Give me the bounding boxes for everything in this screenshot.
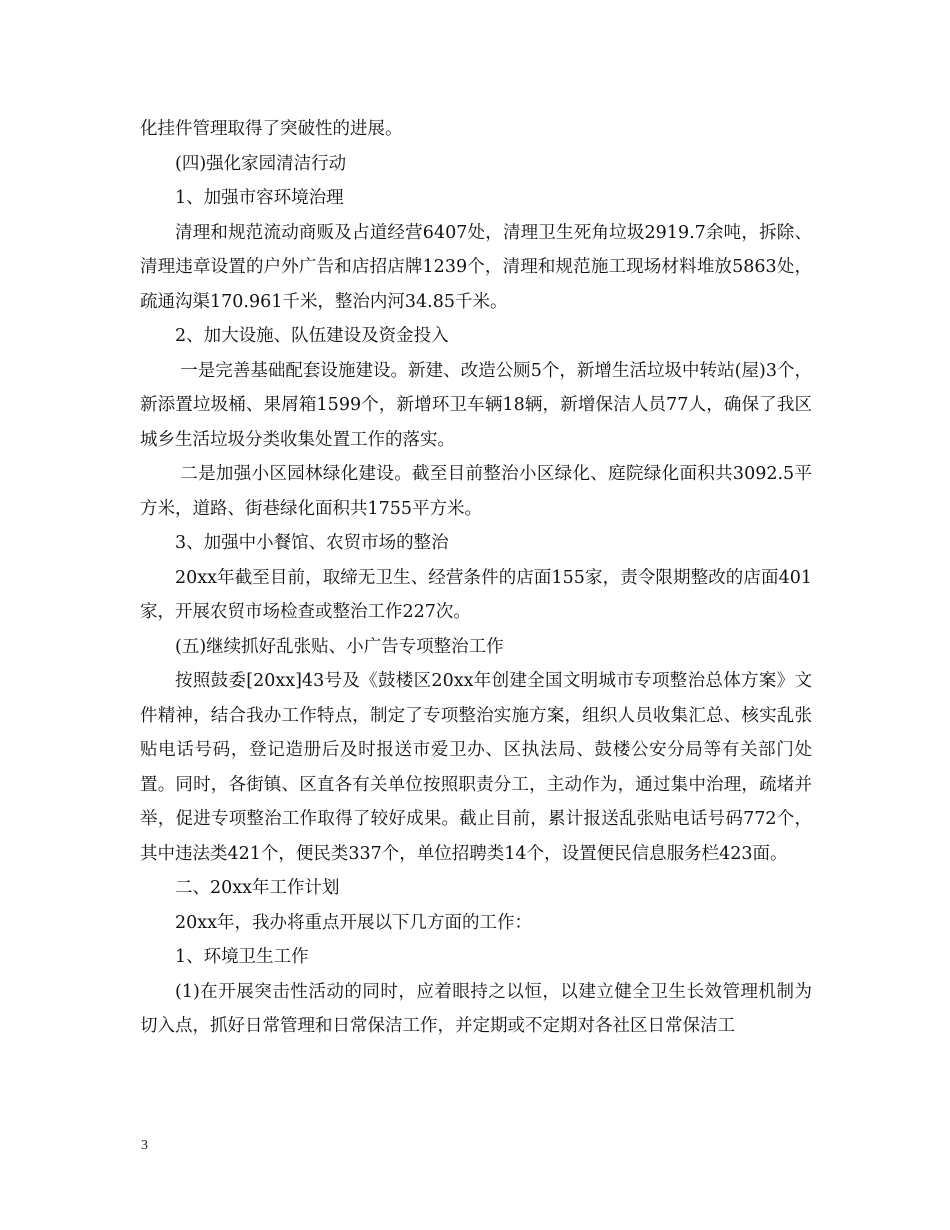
paragraph-continuation: 化挂件管理取得了突破性的进展。: [140, 119, 403, 139]
section-heading-4: (四)强化家园清洁行动: [175, 153, 347, 174]
subheading-sanitation: 1、环境卫生工作: [175, 947, 309, 967]
paragraph-restaurants: 20xx年截至目前，取缔无卫生、经营条件的店面155家，责令限期整改的店面401家，开展农贸市场检查或整治工作227次。: [140, 567, 812, 622]
subheading-2: 2、加大设施、队伍建设及资金投入: [175, 326, 449, 346]
document-body: [140, 112, 812, 1044]
paragraph-cleanup-stats: 清理和规范流动商贩及占道经营6407处，清理卫生死角垃圾2919.7余吨，拆除、清理违章设置的户外广告和店招店牌1239个，清理和规范施工现场材料堆放5863处，疏通沟渠170.961千米，整治内河34.85千米。: [140, 222, 812, 312]
paragraph-posters: 按照鼓委[20xx]43号及《鼓楼区20xx年创建全国文明城市专项整治总体方案》文件精神，结合我办工作特点，制定了专项整治实施方案，组织人员收集汇总、核实乱张贴电话号码，登记造册后及时报送市爱卫办、区执法局、鼓楼公安分局等有关部门处置。同时，各街镇、区直各有关单位按照职责分工，主动作为，通过集中治理，疏堵并举，促进专项整治工作取得了较好成果。截止目前，累计报送乱张贴电话号码772个，其中违法类421个，便民类337个，单位招聘类14个，设置便民信息服务栏423面。: [140, 671, 812, 864]
paragraph-greening: 二是加强小区园林绿化建设。截至目前整治小区绿化、庭院绿化面积共3092.5平方米，道路、街巷绿化面积共1755平方米。: [140, 464, 812, 519]
paragraph-plan-intro: 20xx年，我办将重点开展以下几方面的工作：: [175, 912, 533, 933]
section-heading-plan: 二、20xx年工作计划: [175, 878, 340, 898]
subheading-3: 3、加强中小餐馆、农贸市场的整治: [175, 533, 449, 553]
page-number: 3: [141, 1138, 148, 1153]
section-heading-5: (五)继续抓好乱张贴、小广告专项整治工作: [175, 636, 504, 657]
paragraph-sanitation-1: (1)在开展突击性活动的同时，应着眼持之以恒，以建立健全卫生长效管理机制为切入点，抓好日常管理和日常保洁工作，并定期或不定期对各社区日常保洁工: [140, 981, 812, 1036]
paragraph-facilities: 一是完善基础配套设施建设。新建、改造公厕5个，新增生活垃圾中转站(屋)3个，新添置垃圾桶、果屑箱1599个，新增环卫车辆18辆，新增保洁人员77人，确保了我区城乡生活垃圾分类收集处置工作的落实。: [140, 360, 812, 450]
subheading-1: 1、加强市容环境治理: [175, 188, 344, 208]
